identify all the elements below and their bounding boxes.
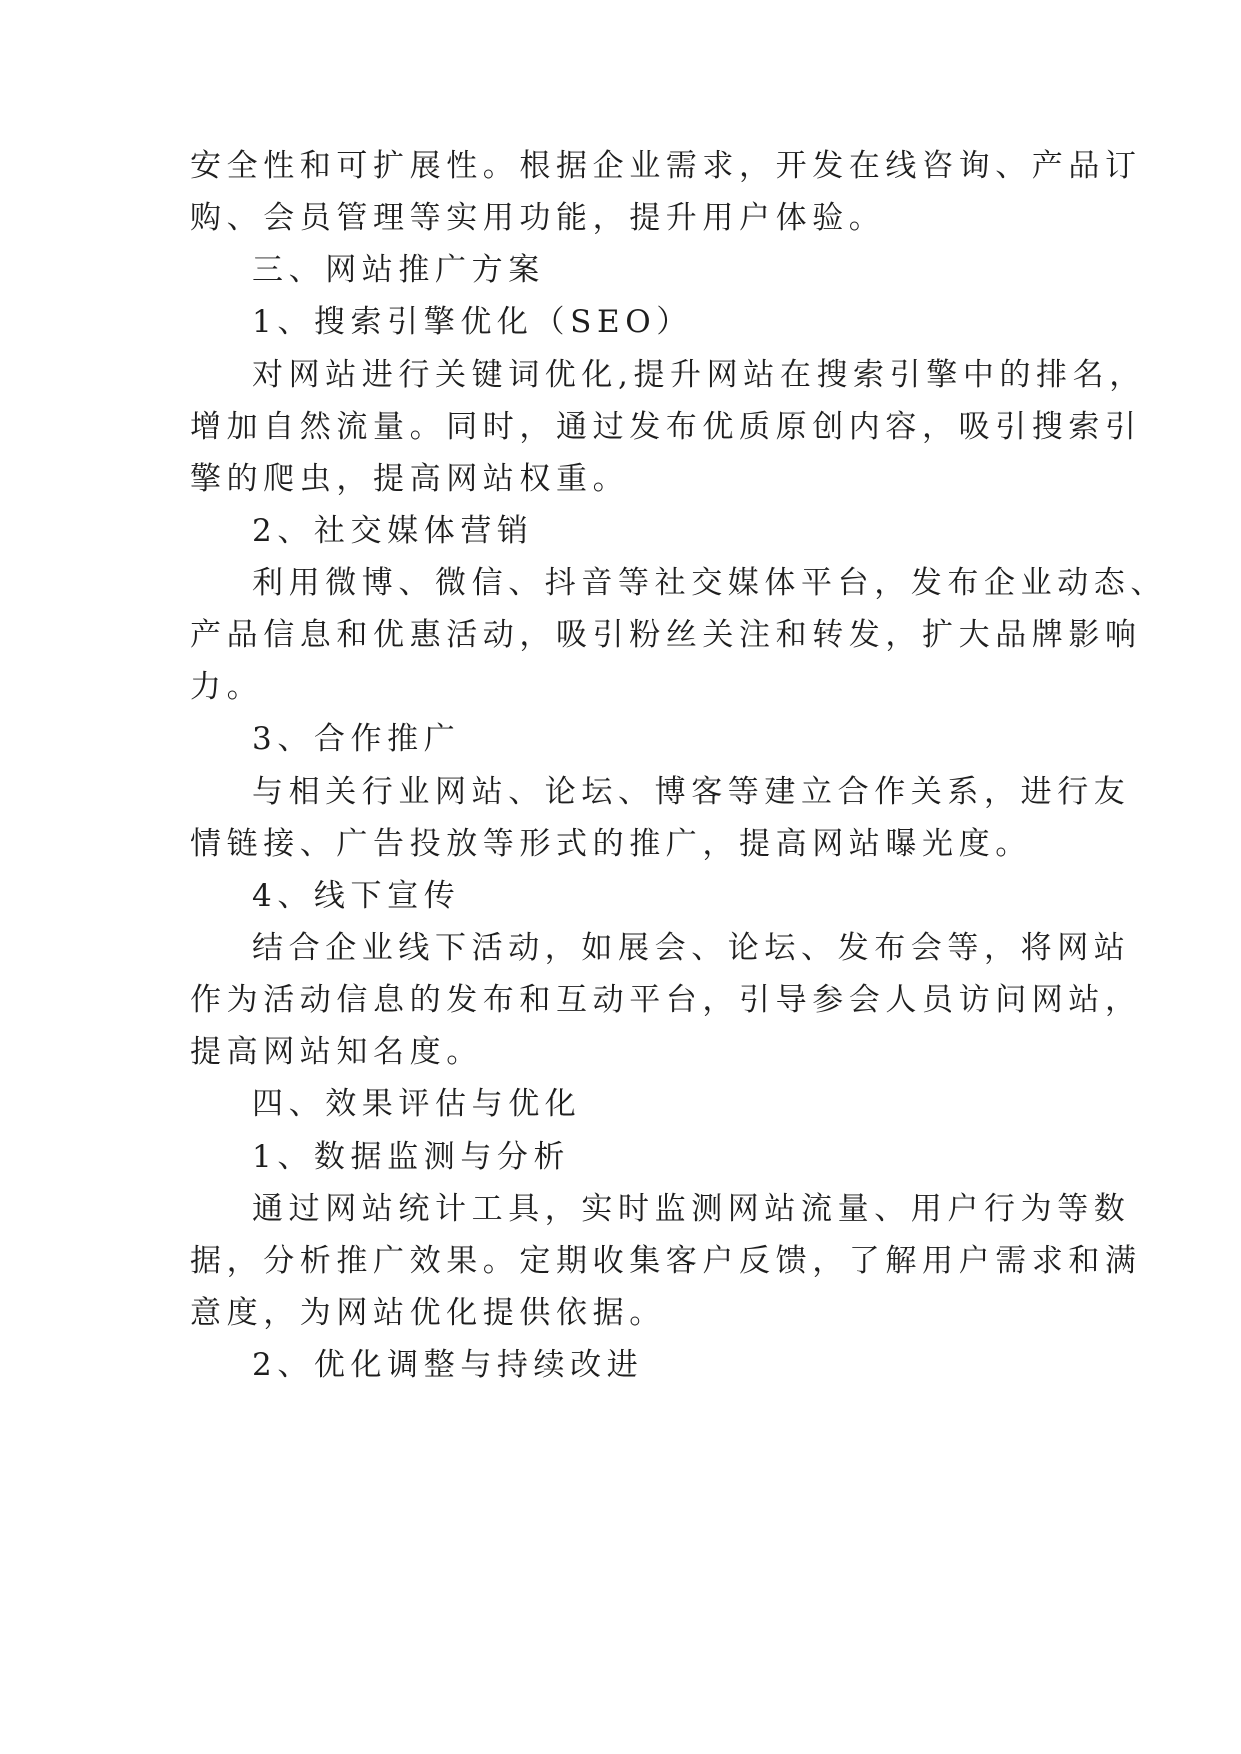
section-heading: 四、效果评估与优化 — [252, 1086, 582, 1122]
paragraph-line: 通过网站统计工具，实时监测网站流量、用户行为等数 — [252, 1191, 1131, 1227]
subsection-heading: 2、优化调整与持续改进 — [252, 1347, 644, 1383]
section-heading: 三、网站推广方案 — [252, 252, 545, 288]
paragraph-line: 对网站进行关键词优化,提升网站在搜索引擎中的排名， — [252, 357, 1146, 393]
paragraph-line: 结合企业线下活动，如展会、论坛、发布会等，将网站 — [252, 930, 1131, 966]
paragraph-line: 与相关行业网站、论坛、博客等建立合作关系，进行友 — [252, 774, 1131, 810]
paragraph-line: 安全性和可扩展性。根据企业需求，开发在线咨询、产品订 — [190, 148, 1142, 184]
subsection-heading: 4、线下宣传 — [252, 878, 461, 914]
paragraph-line: 作为活动信息的发布和互动平台，引导参会人员访问网站， — [190, 982, 1142, 1018]
paragraph-line: 购、会员管理等实用功能，提升用户体验。 — [190, 200, 886, 236]
paragraph-line: 情链接、广告投放等形式的推广，提高网站曝光度。 — [190, 826, 1032, 862]
paragraph-line: 增加自然流量。同时，通过发布优质原创内容，吸引搜索引 — [190, 409, 1142, 445]
paragraph-line: 据，分析推广效果。定期收集客户反馈，了解用户需求和满 — [190, 1243, 1142, 1279]
subsection-heading: 1、数据监测与分析 — [252, 1139, 571, 1175]
subsection-heading: 3、合作推广 — [252, 721, 461, 757]
paragraph-line: 产品信息和优惠活动，吸引粉丝关注和转发，扩大品牌影响 — [190, 617, 1142, 653]
paragraph-line: 利用微博、微信、抖音等社交媒体平台，发布企业动态、 — [252, 565, 1167, 601]
paragraph-line: 擎的爬虫，提高网站权重。 — [190, 461, 630, 497]
paragraph-line: 意度，为网站优化提供依据。 — [190, 1295, 666, 1331]
paragraph-line: 力。 — [190, 669, 264, 705]
subsection-heading: 2、社交媒体营销 — [252, 513, 534, 549]
subsection-heading: 1、搜索引擎优化（SEO） — [252, 304, 693, 340]
paragraph-line: 提高网站知名度。 — [190, 1034, 483, 1070]
